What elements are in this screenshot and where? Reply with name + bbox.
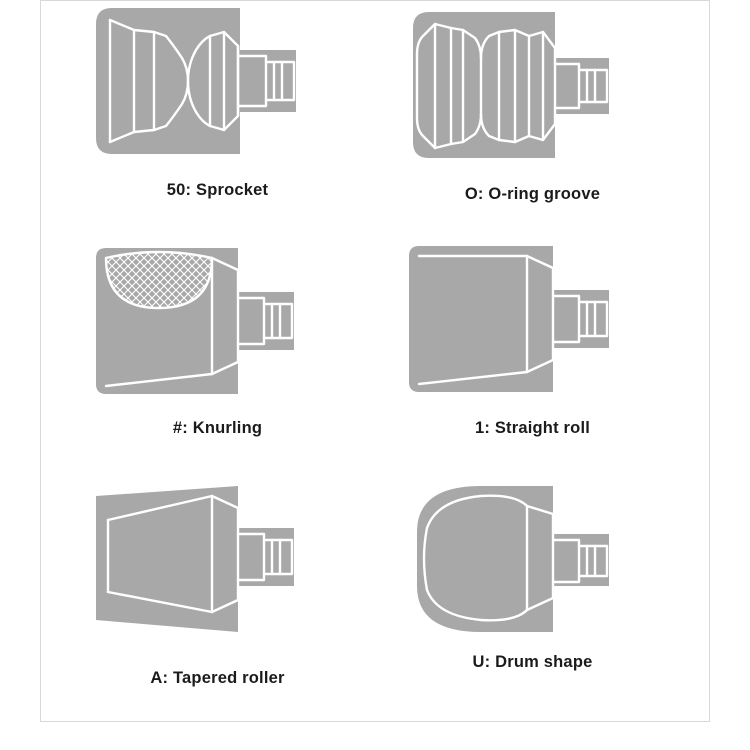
- roller-type-caption: #: Knurling: [172, 419, 263, 437]
- roller-tapered-icon: [88, 482, 348, 647]
- roller-knurling-icon: [88, 242, 348, 407]
- roller-type-item-sprocket: [60, 0, 375, 228]
- roller-type-item-knurling: [60, 228, 375, 468]
- roller-drum-icon: [403, 482, 663, 647]
- roller-type-item-drum-shape: [375, 468, 690, 698]
- roller-type-caption: 50: Sprocket: [166, 181, 269, 199]
- roller-type-item-straight-roll: [375, 228, 690, 468]
- roller-straight-icon: [403, 242, 663, 407]
- roller-type-item-tapered-roller: [60, 468, 375, 698]
- roller-type-caption: U: Drum shape: [472, 653, 593, 671]
- roller-type-caption: O: O-ring groove: [464, 185, 601, 203]
- roller-o-ring-groove-icon: [403, 6, 663, 171]
- roller-type-caption: 1: Straight roll: [474, 419, 591, 437]
- roller-type-caption: A: Tapered roller: [150, 669, 285, 687]
- roller-sprocket-icon: [88, 2, 348, 167]
- roller-type-item-o-ring-groove: [375, 0, 690, 228]
